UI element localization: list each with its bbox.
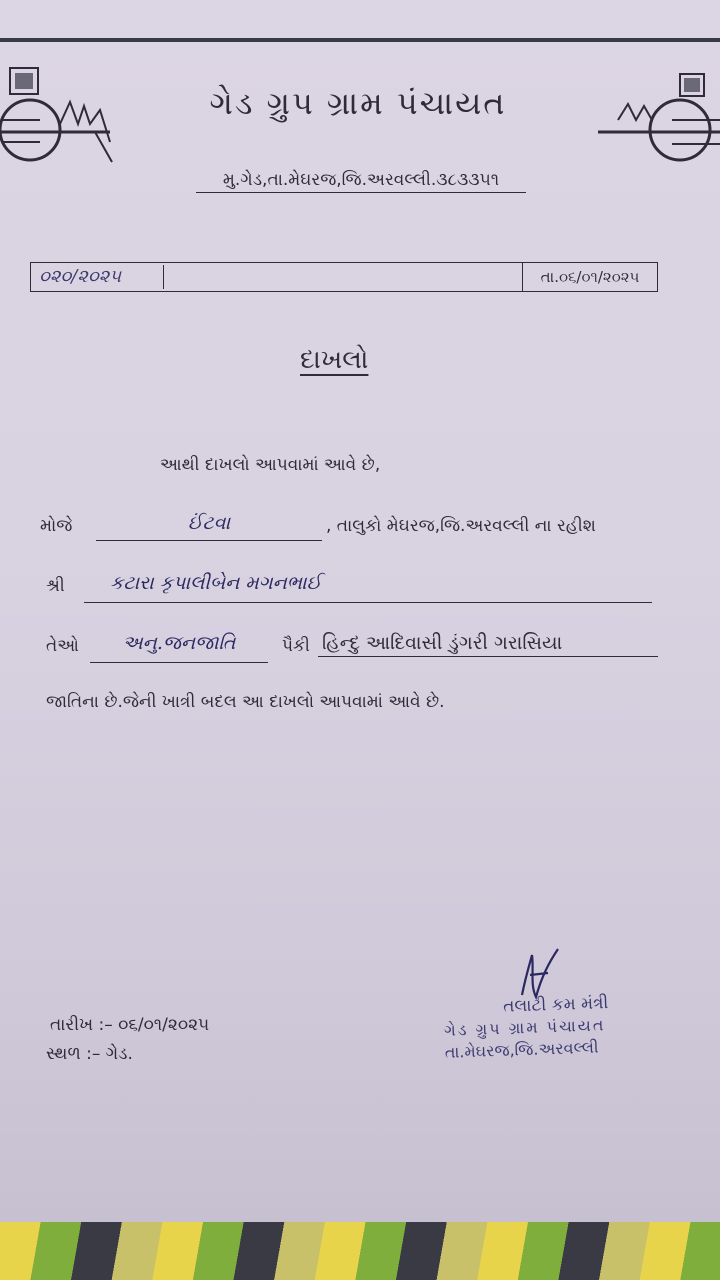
footer-place: સ્થળ :– ગેડ. — [46, 1044, 133, 1064]
category-rule — [90, 662, 268, 663]
official-stamp — [443, 993, 610, 1063]
reference-box — [30, 262, 658, 292]
village-rule — [96, 540, 322, 541]
footer-date: તારીખ :– ૦૬/૦૧/૨૦૨૫ — [50, 1015, 210, 1035]
village-value: ઈંટવા — [187, 512, 231, 534]
background-fabric — [0, 1222, 720, 1280]
page-top-edge — [0, 38, 720, 42]
they-label: તેઓ — [46, 636, 79, 656]
caste-rule — [318, 656, 658, 657]
left-emblem-icon — [0, 62, 120, 167]
reference-number: ૦૨૦/૨૦૨૫ — [33, 265, 164, 289]
closing-text: જાતિના છે.જેની ખાત્રી બદલ આ દાખલો આપવામાં આવે છે. — [46, 692, 445, 712]
stamp-line-1: તલાટી કમ મંત્રી — [502, 993, 609, 1017]
panchayat-title: ગેડ ગ્રુપ ગ્રામ પંચાયત — [209, 84, 507, 122]
right-emblem-icon — [598, 70, 720, 170]
panchayat-address: મુ.ગેડ,તા.મેઘરજ,જિ.અરવલ્લી.૩૮૩૩૫૧ — [196, 170, 526, 193]
name-value: કટારા કૃપાલીબેન મગનભાઈ — [110, 572, 322, 594]
reference-date: તા.૦૬/૦૧/૨૦૨૫ — [522, 263, 657, 291]
caste-value: હિન્દુ આદિવાસી ડુંગરી ગરાસિયા — [322, 632, 563, 654]
among-label: પૈકી — [282, 636, 310, 656]
name-label: શ્રી — [46, 576, 65, 596]
category-value: અનુ.જનજાતિ — [122, 632, 236, 654]
taluka-text: , તાલુકો મેઘરજ,જિ.અરવલ્લી ના રહીશ — [326, 516, 596, 536]
intro-text: આથી દાખલો આપવામાં આવે છે, — [160, 455, 381, 475]
stamp-line-2: ગેડ ગ્રુપ ગ્રામ પંચાયત — [443, 1015, 606, 1040]
village-label: મોજે — [40, 516, 73, 536]
name-rule — [84, 602, 652, 603]
certificate-heading: દાખલો — [300, 345, 369, 375]
stamp-line-3: તા.મેઘરજ,જિ.અરવલ્લી — [444, 1037, 599, 1062]
